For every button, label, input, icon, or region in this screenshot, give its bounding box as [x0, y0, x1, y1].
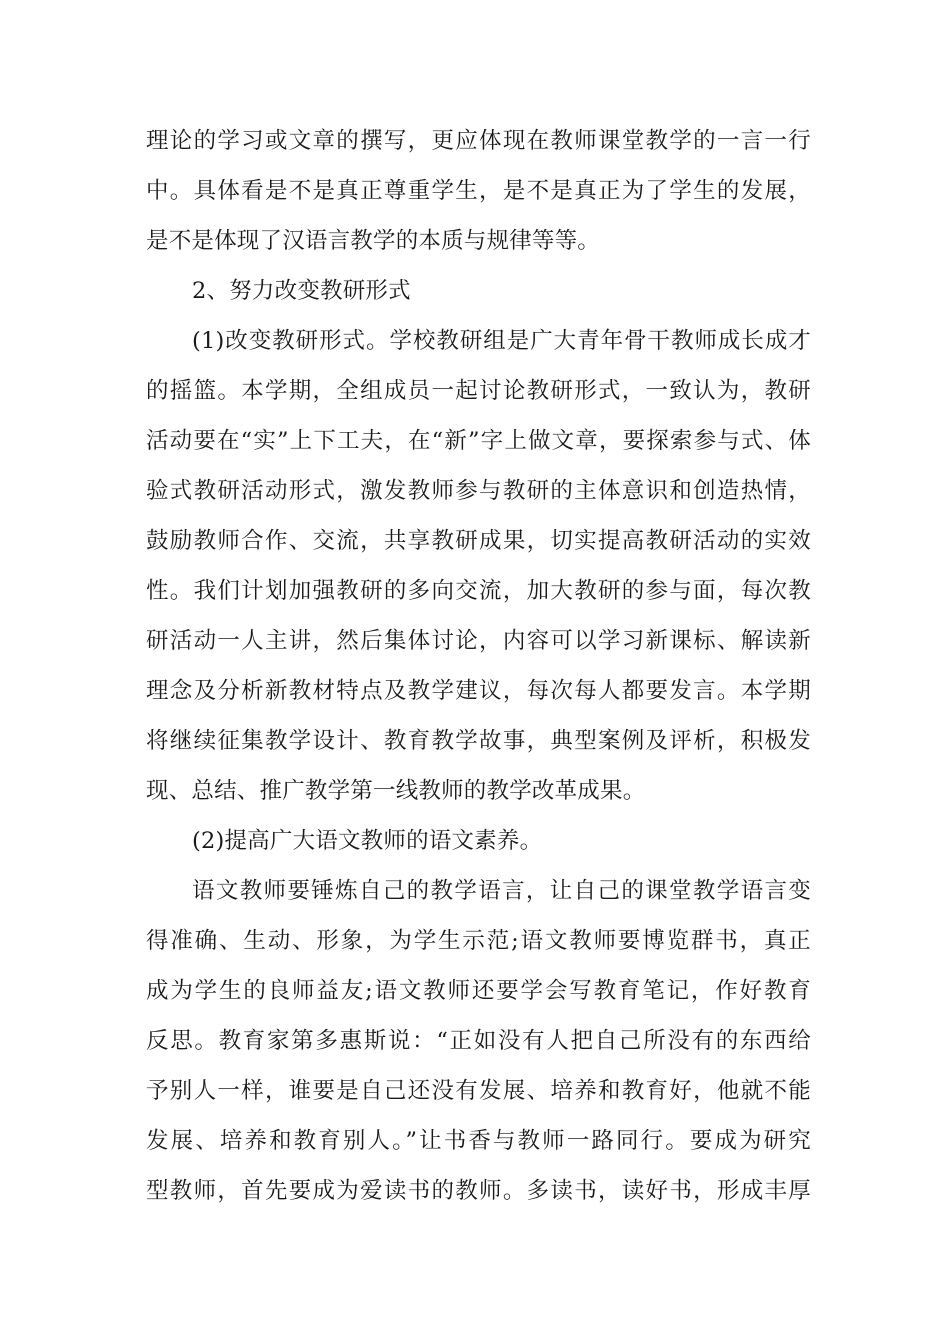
text-line: 的摇篮。本学期，全组成员一起讨论教研形式，一致认为，教研 [146, 378, 811, 404]
text-line: 研活动一人主讲，然后集体讨论，内容可以学习新课标、解读新 [146, 628, 811, 654]
section-heading: 2、努力改变教研形式 [192, 278, 411, 304]
text-line: 鼓励教师合作、交流，共享教研成果，切实提高教研活动的实效 [146, 528, 811, 554]
text-line: (1)改变教研形式。学校教研组是广大青年骨干教师成长成才 [192, 328, 811, 354]
text-line: 验式教研活动形式，激发教师参与教研的主体意识和创造热情， [146, 478, 811, 504]
text-line: 语文教师要锤炼自己的教学语言，让自己的课堂教学语言变 [192, 878, 811, 904]
text-line: 活动要在“实”上下工夫，在“新”字上做文章，要探索参与式、体 [146, 428, 811, 454]
text-line: 得准确、生动、形象，为学生示范;语文教师要博览群书，真正 [146, 928, 811, 954]
text-line: 发展、培养和教育别人。”让书香与教师一路同行。要成为研究 [146, 1128, 811, 1154]
text-line: 是不是体现了汉语言教学的本质与规律等等。 [146, 228, 601, 254]
subsection-heading: (2)提高广大语文教师的语文素养。 [192, 828, 543, 854]
body-text [146, 116, 811, 1216]
text-line: 性。我们计划加强教研的多向交流，加大教研的参与面，每次教 [146, 578, 811, 604]
text-line: 反思。教育家第多惠斯说：“正如没有人把自己所没有的东西给 [146, 1028, 811, 1054]
text-line: 理念及分析新教材特点及教学建议，每次每人都要发言。本学期 [146, 678, 811, 704]
text-line: 中。具体看是不是真正尊重学生，是不是真正为了学生的发展， [146, 178, 811, 204]
text-line: 将继续征集教学设计、教育教学故事，典型案例及评析，积极发 [146, 728, 811, 754]
text-line: 现、总结、推广教学第一线教师的教学改革成果。 [146, 778, 646, 804]
text-line: 予别人一样，谁要是自己还没有发展、培养和教育好，他就不能 [146, 1078, 811, 1104]
text-line: 型教师，首先要成为爱读书的教师。多读书，读好书，形成丰厚 [146, 1178, 811, 1204]
text-line: 成为学生的良师益友;语文教师还要学会写教育笔记，作好教育 [146, 978, 811, 1004]
text-line: 理论的学习或文章的撰写，更应体现在教师课堂教学的一言一行 [146, 128, 811, 154]
